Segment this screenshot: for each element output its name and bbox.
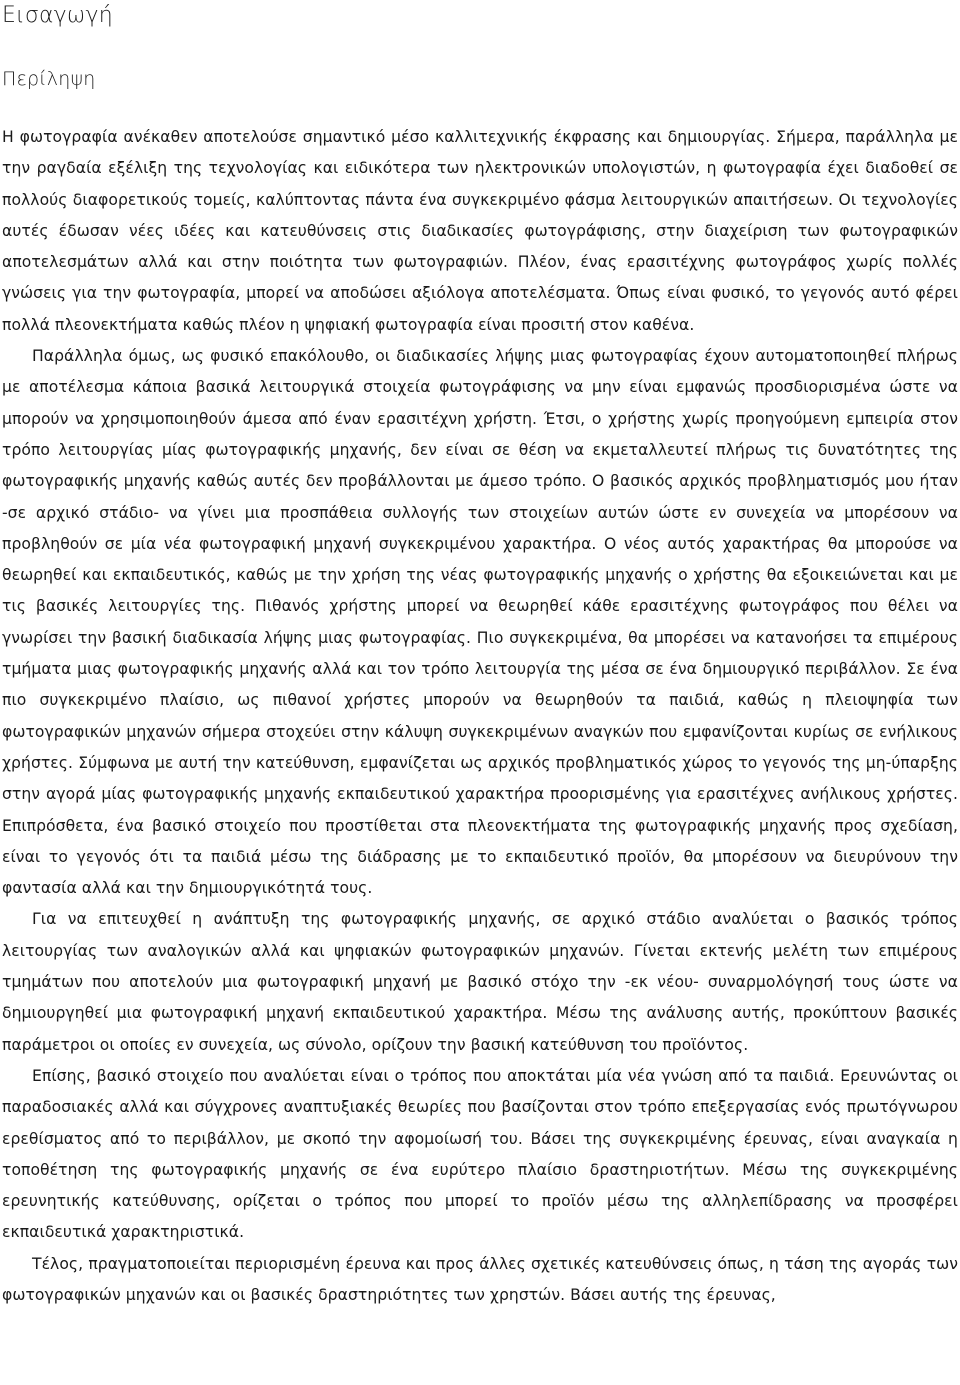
paragraph-2: Παράλληλα όμως, ως φυσικό επακόλουθο, οι διαδικασίες λήψης μιας φωτογραφίας έχουν αυτοματοποιηθεί πλήρως με αποτέλεσμα κάποια βασικά λειτουργικά στοιχεία φωτογράφισης να μην είναι εμφανώς προσδιορισμένα ώστε να μπορούν να χρησιμοποιηθούν άμεσα από έναν ερασιτέχνη χρήστη. Έτσι, ο χρήστης χωρίς προηγούμενη εμπειρία στον τρόπο λειτουργίας μίας φωτογραφικής μηχανής, δεν είναι σε θέση να εκμεταλλευτεί πλήρως τις δυνατότητες της φωτογραφικής μηχανής καθώς αυτές δεν προβάλλονται με άμεσο τρόπο. Ο βασικός αρχικός προβληματισμός μου ήταν -σε αρχικό στάδιο- να γίνει μια προσπάθεια συλλογής των στοιχείων αυτών ώστε εν συνεχεία να μπορέσουν να προβληθούν σε μία νέα φωτογραφική μηχανή συγκεκριμένου χαρακτήρα. Ο νέος αυτός χαρακτήρας θα μπορούσε να θεωρηθεί και εκπαιδευτικός, καθώς με την χρήση της νέας φωτογραφικής μηχανής ο χρήστης θα εξοικειώνεται και με τις βασικές λειτουργίες της. Πιθανός χρήστης μπορεί να θεωρηθεί κάθε ερασιτέχνης φωτογράφος που θέλει να γνωρίσει την βασική διαδικασία λήψης μιας φωτογραφίας. Πιο συγκεκριμένα, θα μπορέσει να κατανοήσει τα επιμέρους τμήματα μιας φωτογραφικής μηχανής αλλά και τον τρόπο λειτουργία της μέσα σε ένα δημιουργικό περιβάλλον. Σε ένα πιο συγκεκριμένο πλαίσιο, ως πιθανοί χρήστες μπορούν να θεωρηθούν τα παιδιά, καθώς η πλειοψηφία των φωτογραφικών μηχανών σήμερα στοχεύει στην κάλυψη συγκεκριμένων αναγκών που εμφανίζονται κυρίως σε ενήλικους χρήστες. Σύμφωνα με αυτή την κατεύθυνση, εμφανίζεται ως αρχικός προβληματικός χώρος το γεγονός της μη-ύπαρξης στην αγορά μίας φωτογραφικής μηχανής εκπαιδευτικού χαρακτήρα προορισμένης για ερασιτέχνες ανήλικους χρήστες. Επιπρόσθετα, ένα βασικό στοιχείο που προστίθεται στα πλεονεκτήματα της φωτογραφικής μηχανής προς σχεδίαση, είναι το γεγονός ότι τα παιδιά μέσω της διάδρασης με το εκπαιδευτικό προϊόν, θα μπορέσουν να διευρύνουν την φαντασία αλλά και την δημιουργικότητά τους. (2, 347, 958, 898)
document-body (2, 122, 958, 1311)
paragraph-1: Η φωτογραφία ανέκαθεν αποτελούσε σημαντικό μέσο καλλιτεχνικής έκφρασης και δημιουργίας. Σήμερα, παράλληλα με την ραγδαία εξέλιξη της τεχνολογίας και ειδικότερα των ηλεκτρονικών υπολογιστών, η φωτογραφία έχει διαδοθεί σε πολλούς διαφορετικούς τομείς, καλύπτοντας πάντα ένα συγκεκριμένο φάσμα λειτουργικών απαιτήσεων. Οι τεχνολογίες αυτές έδωσαν νέες ιδέες και κατευθύνσεις στις διαδικασίες φωτογράφισης, στην διαχείριση των φωτογραφικών αποτελεσμάτων αλλά και στην ποιότητα των φωτογραφιών. Πλέον, ένας ερασιτέχνης φωτογράφος χωρίς πολλές γνώσεις για την φωτογραφία, μπορεί να αποδώσει αξιόλογα αποτελέσματα. Όπως είναι φυσικό, το γεγονός αυτό φέρει πολλά πλεονεκτήματα καθώς πλέον η ψηφιακή φωτογραφία είναι προσιτή στον καθένα. (2, 128, 958, 334)
paragraph-4: Επίσης, βασικό στοιχείο που αναλύεται είναι ο τρόπος που αποκτάται μία νέα γνώση από τα παιδιά. Ερευνώντας οι παραδοσιακές αλλά και σύγχρονες αναπτυξιακές θεωρίες που βασίζονται στον τρόπο επεξεργασίας ενός πρωτόγνωρου ερεθίσματος από το περιβάλλον, με σκοπό την αφομοίωσή του. Βάσει της συγκεκριμένης έρευνας, είναι αναγκαία η τοποθέτηση της φωτογραφικής μηχανής σε ένα ευρύτερο πλαίσιο δραστηριοτήτων. Μέσω της συγκεκριμένης ερευνητικής κατεύθυνσης, ορίζεται ο τρόπος που μπορεί το προϊόν μέσω της αλληλεπίδρασης να προσφέρει εκπαιδευτικά χαρακτηριστικά. (2, 1066, 958, 1242)
section-subtitle: Περίληψη (2, 68, 96, 90)
paragraph-5: Τέλος, πραγματοποιείται περιορισμένη έρευνα και προς άλλες σχετικές κατευθύνσεις όπως, η τάση της αγοράς των φωτογραφικών μηχανών και οι βασικές δραστηριότητες των χρηστών. Βάσει αυτής της έρευνας, (2, 1254, 958, 1304)
page-title: Εισαγωγή (2, 3, 113, 28)
paragraph-3: Για να επιτευχθεί η ανάπτυξη της φωτογραφικής μηχανής, σε αρχικό στάδιο αναλύεται ο βασικός τρόπος λειτουργίας των αναλογικών αλλά και ψηφιακών φωτογραφικών μηχανών. Γίνεται εκτενής μελέτη των επιμέρους τμημάτων που αποτελούν μια φωτογραφική μηχανή με βασικό στόχο την -εκ νέου- συναρμολόγησή τους ώστε να δημιουργηθεί μια φωτογραφική μηχανή εκπαιδευτικού χαρακτήρα. Μέσω της ανάλυσης αυτής, προκύπτουν βασικές παράμετροι οι οποίες εν συνεχεία, ως σύνολο, ορίζουν την βασική κατεύθυνση του προϊόντος. (2, 910, 958, 1054)
